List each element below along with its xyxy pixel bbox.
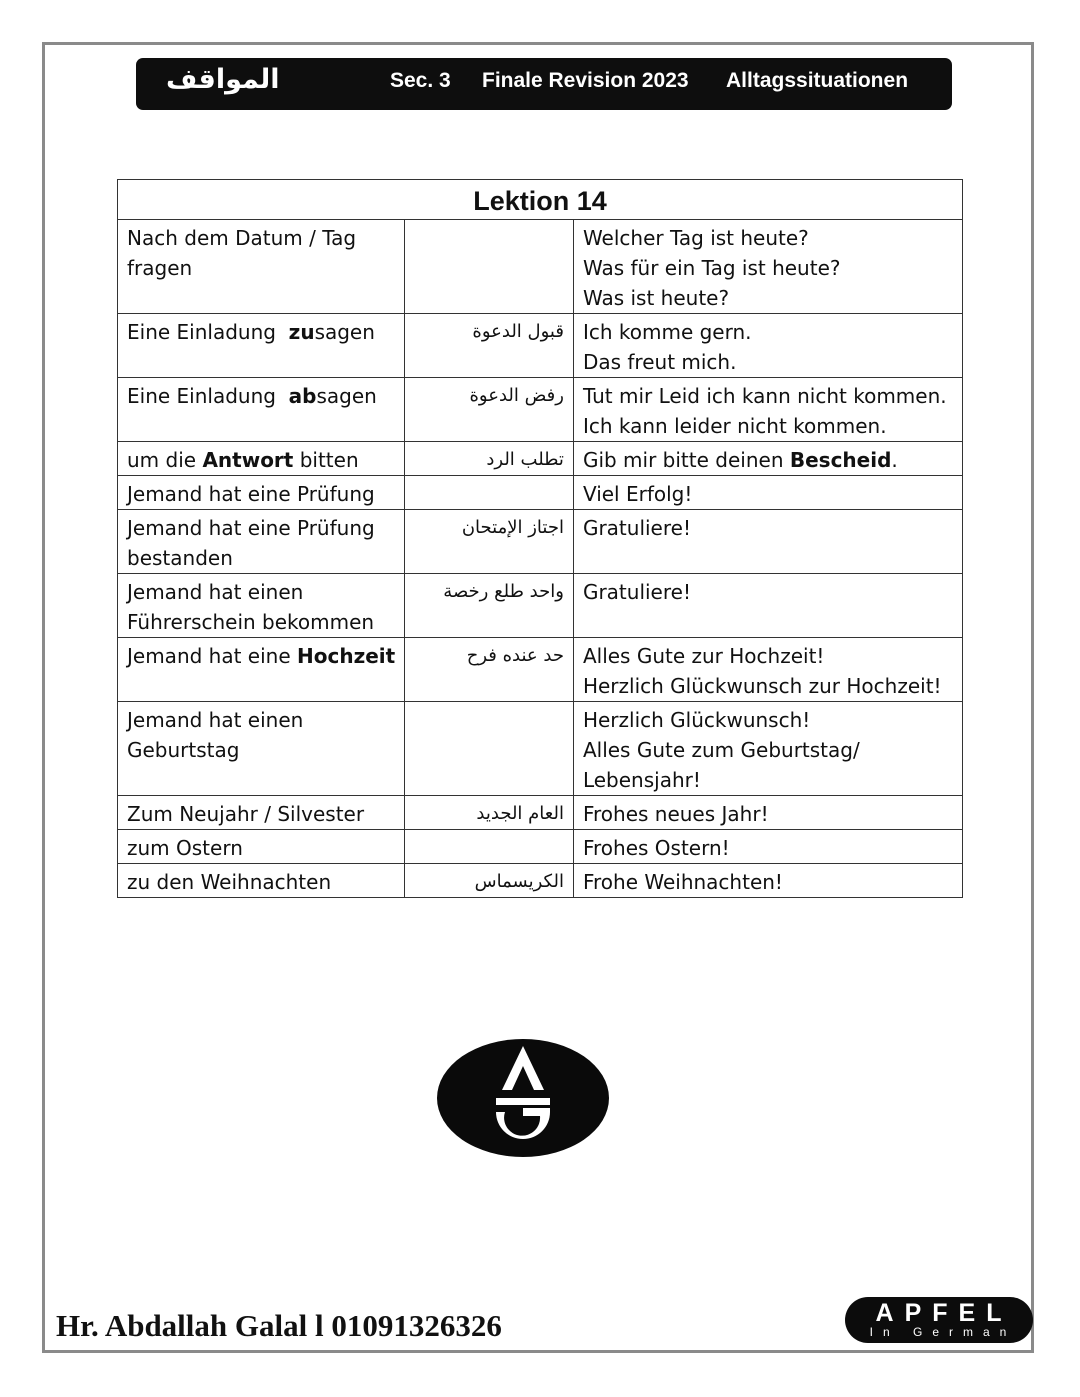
situation-cell [118, 378, 405, 442]
phrase-line: Frohes neues Jahr! [582, 802, 769, 826]
situation-text: bitten [293, 448, 359, 472]
situation-line: Zum Neujahr / Silvester [127, 802, 365, 826]
phrase-cell [573, 476, 962, 510]
situation-emphasis: ab [288, 384, 317, 408]
situation-emphasis: Antwort [202, 448, 294, 472]
situation-line: Jemand hat eine Prüfung [127, 482, 375, 506]
situation-cell [118, 220, 405, 314]
header-revision: Finale Revision 2023 [482, 69, 689, 92]
situation-line: fragen [127, 256, 193, 280]
header-topic: Alltagssituationen [726, 69, 909, 92]
situation-line: bestanden [127, 546, 233, 570]
situation-text: Eine Einladung [127, 384, 289, 408]
arabic-cell: اجتاز الإمتحان [405, 510, 574, 574]
situation-cell [118, 638, 405, 702]
phrase-line: Ich komme gern. [582, 320, 752, 344]
vocabulary-table [117, 179, 963, 898]
situation-line: Geburtstag [127, 738, 240, 762]
situation-cell [118, 314, 405, 378]
arabic-cell: قبول الدعوة [405, 314, 574, 378]
situation-cell [118, 476, 405, 510]
table-row [118, 476, 963, 510]
header-logo-text: المواقف [166, 64, 280, 95]
phrase-emphasis: Bescheid [789, 448, 892, 472]
author-contact: Hr. Abdallah Galal l 01091326326 [56, 1308, 502, 1343]
table-row [118, 796, 963, 830]
phrase-line: Frohe Weihnachten! [582, 870, 783, 894]
arabic-cell: حد عنده فرح [405, 638, 574, 702]
situation-line: Nach dem Datum / Tag [127, 226, 357, 250]
phrase-line: Ich kann leider nicht kommen. [582, 414, 887, 438]
arabic-cell: العام الجديد [405, 796, 574, 830]
table-row [118, 378, 963, 442]
phrase-line: Gratuliere! [582, 516, 691, 540]
phrase-text: . [891, 448, 898, 472]
phrase-cell [573, 830, 962, 864]
phrase-line: Welcher Tag ist heute? [582, 226, 809, 250]
table-row [118, 830, 963, 864]
situation-text: um die [127, 448, 203, 472]
phrase-line: Lebensjahr! [582, 768, 701, 792]
table-row [118, 574, 963, 638]
phrase-cell [573, 702, 962, 796]
ag-logo-icon [436, 1038, 610, 1158]
arabic-cell [405, 830, 574, 864]
phrase-cell [573, 638, 962, 702]
situation-line: zum Ostern [127, 836, 243, 860]
situation-text: sagen [316, 384, 377, 408]
phrase-line: Was für ein Tag ist heute? [582, 256, 841, 280]
phrase-line: Alles Gute zur Hochzeit! [582, 644, 825, 668]
header-bar [136, 58, 952, 110]
table-row [118, 220, 963, 314]
table-row [118, 314, 963, 378]
situation-cell [118, 864, 405, 898]
phrase-line: Frohes Ostern! [582, 836, 730, 860]
situation-text: sagen [314, 320, 375, 344]
arabic-cell [405, 220, 574, 314]
apfel-brand-word: APFEL [875, 1299, 1013, 1327]
phrase-cell [573, 574, 962, 638]
situation-cell [118, 442, 405, 476]
table-title-row [118, 180, 963, 220]
situation-line: zu den Weihnachten [127, 870, 332, 894]
arabic-cell: رفض الدعوة [405, 378, 574, 442]
situation-cell [118, 830, 405, 864]
apfel-brand-sub: In German [869, 1325, 1017, 1339]
arabic-cell [405, 702, 574, 796]
situation-line: Jemand hat einen [127, 708, 304, 732]
phrase-cell [573, 314, 962, 378]
phrase-cell [573, 510, 962, 574]
phrase-cell [573, 442, 962, 476]
situation-line: Führerschein bekommen [127, 610, 375, 634]
situation-emphasis: Hochzeit [297, 644, 396, 668]
situation-cell [118, 796, 405, 830]
situation-cell [118, 574, 405, 638]
phrase-line: Tut mir Leid ich kann nicht kommen. [582, 384, 947, 408]
phrase-line: Herzlich Glückwunsch! [582, 708, 811, 732]
table-row [118, 442, 963, 476]
situation-text: Jemand hat eine [127, 644, 297, 668]
situation-line: Jemand hat eine Prüfung [127, 516, 375, 540]
table-row [118, 510, 963, 574]
header-section: Sec. 3 [390, 69, 451, 92]
table-row [118, 638, 963, 702]
arabic-cell: الكريسماس [405, 864, 574, 898]
table-title: Lektion 14 [118, 180, 963, 220]
phrase-line: Herzlich Glückwunsch zur Hochzeit! [582, 674, 942, 698]
situation-line: Jemand hat einen [127, 580, 304, 604]
arabic-cell [405, 476, 574, 510]
phrase-line: Alles Gute zum Geburtstag/ [582, 738, 860, 762]
situation-text: Eine Einladung [127, 320, 289, 344]
situation-cell [118, 510, 405, 574]
phrase-cell [573, 864, 962, 898]
phrase-cell [573, 378, 962, 442]
apfel-brand-logo [845, 1297, 1033, 1343]
situation-emphasis: zu [288, 320, 315, 344]
table-row [118, 702, 963, 796]
phrase-line: Das freut mich. [582, 350, 737, 374]
phrase-line: Gratuliere! [582, 580, 691, 604]
arabic-cell: تطلب الرد [405, 442, 574, 476]
phrase-cell [573, 220, 962, 314]
phrase-cell [573, 796, 962, 830]
table-row [118, 864, 963, 898]
phrase-line: Was ist heute? [582, 286, 730, 310]
arabic-cell: واحد طلع رخصة [405, 574, 574, 638]
phrase-text: Gib mir bitte deinen [582, 448, 790, 472]
phrase-line: Viel Erfolg! [582, 482, 693, 506]
situation-cell [118, 702, 405, 796]
